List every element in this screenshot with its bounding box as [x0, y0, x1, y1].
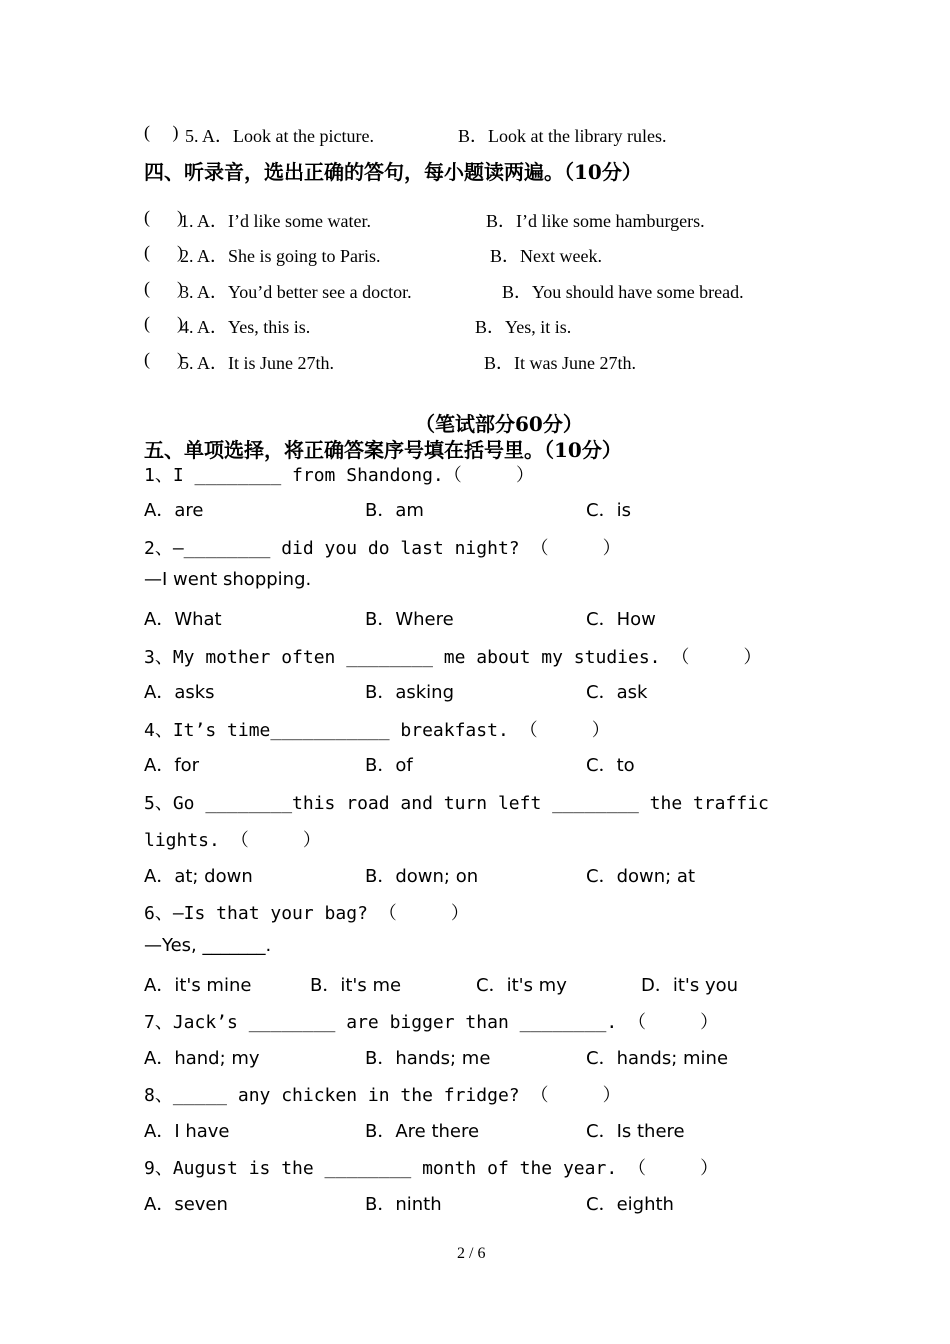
option-a: 2. A．She is going to Paris. — [180, 246, 381, 266]
paren-blank[interactable]: ( ) — [144, 313, 183, 333]
option-d: D．it's you — [641, 975, 739, 996]
option-a: 5. A．It is June 27th. — [180, 353, 335, 373]
question-9: 9、August is the ________ month of the year. （ ） — [144, 1158, 719, 1179]
question-text: 5. A．Look at the picture. — [185, 126, 374, 146]
option-c: C．How — [586, 609, 656, 630]
option-a: 1. A．I’d like some water. — [180, 211, 371, 231]
option-b: B．asking — [365, 682, 455, 703]
paren-blank[interactable]: ( ) — [144, 349, 183, 369]
option-c: C．is — [586, 500, 631, 521]
paren-blank[interactable]: ( ) — [144, 242, 183, 262]
option-b: B．Where — [365, 609, 454, 630]
option-c: C．it's my — [476, 975, 567, 996]
option-a: A．What — [144, 609, 222, 630]
question-5-line-2: lights. （ ） — [144, 830, 321, 851]
option-b: B．Are there — [365, 1121, 480, 1142]
option-b: B．Next week. — [490, 246, 602, 266]
section-5-title: 五、单项选择，将正确答案序号填在括号里。（10分） — [144, 438, 622, 462]
option-c: C．Is there — [586, 1121, 685, 1142]
question-6: 6、—Is that your bag? （ ） — [144, 903, 469, 924]
option-a: A．are — [144, 500, 204, 521]
option-a: A．hand; my — [144, 1048, 260, 1069]
option-c: C．ask — [586, 682, 648, 703]
option-a: A．it's mine — [144, 975, 252, 996]
option-a: 4. A．Yes, this is. — [180, 317, 311, 337]
option-c: C．to — [586, 755, 635, 776]
option-c: C．eighth — [586, 1194, 674, 1215]
question-1: 1、I ________ from Shandong.（ ） — [144, 465, 534, 486]
question-2: 2、—________ did you do last night? （ ） — [144, 538, 621, 559]
question-2-reply: —I went shopping. — [144, 569, 312, 590]
option-a: A．asks — [144, 682, 215, 703]
option-b: B．hands; me — [365, 1048, 491, 1069]
option-b: B．of — [365, 755, 413, 776]
question-5-line-1: 5、Go ________this road and turn left ________ the traffic — [144, 793, 769, 814]
option-b: B．I’d like some hamburgers. — [486, 211, 705, 231]
question-3: 3、My mother often ________ me about my studies. （ ） — [144, 647, 762, 668]
option-b: B．Yes, it is. — [475, 317, 572, 337]
option-a: A．I have — [144, 1121, 230, 1142]
option-b: B．It was June 27th. — [484, 353, 636, 373]
option-b: B．am — [365, 500, 424, 521]
option-a: A．seven — [144, 1194, 228, 1215]
option-b: B．Look at the library rules. — [458, 126, 667, 146]
option-b: B．it's me — [310, 975, 402, 996]
paren-blank[interactable]: ( ) — [144, 207, 183, 227]
question-7: 7、Jack’s ________ are bigger than ________. （ ） — [144, 1012, 719, 1033]
paren-blank[interactable]: ( ) — [144, 122, 179, 142]
option-b: B．You should have some bread. — [502, 282, 744, 302]
section-4-title: 四、听录音，选出正确的答句，每小题读两遍。（10分） — [144, 160, 642, 184]
option-b: B．ninth — [365, 1194, 442, 1215]
option-a: A．for — [144, 755, 200, 776]
paren-blank[interactable]: ( ) — [144, 278, 183, 298]
written-part-heading: （笔试部分60分） — [415, 412, 583, 436]
option-a: A．at; down — [144, 866, 253, 887]
question-6-reply: —Yes, _______. — [144, 935, 272, 956]
option-c: C．hands; mine — [586, 1048, 729, 1069]
question-8: 8、_____ any chicken in the fridge? （ ） — [144, 1085, 621, 1106]
question-4: 4、It’s time___________ breakfast. （ ） — [144, 720, 610, 741]
option-c: C．down; at — [586, 866, 696, 887]
option-b: B．down; on — [365, 866, 479, 887]
page-number: 2 / 6 — [457, 1245, 486, 1262]
option-a: 3. A．You’d better see a doctor. — [180, 282, 412, 302]
